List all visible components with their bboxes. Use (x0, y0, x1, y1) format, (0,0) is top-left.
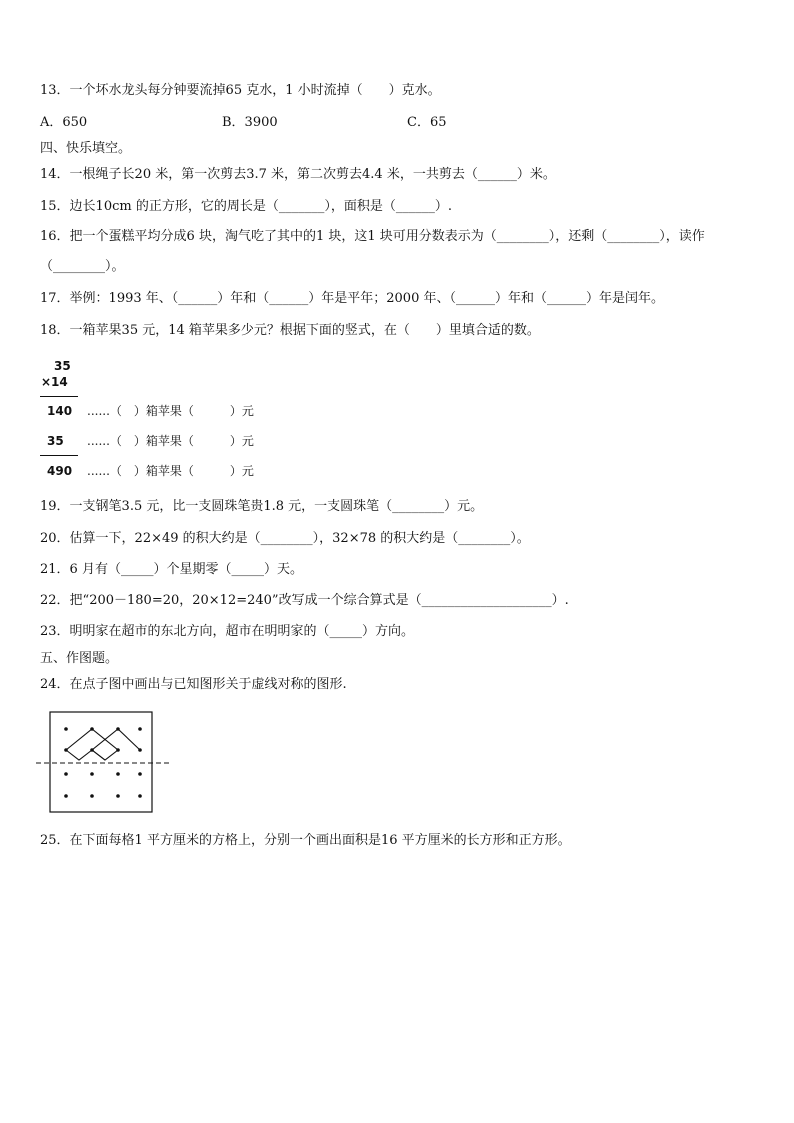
question-19: 19．一支钢笔3.5 元，比一支圆珠笔贵1.8 元，一支圆珠笔（________）元。 (40, 499, 484, 514)
given-figure (66, 729, 140, 760)
calc-row-2-note: ......（ ）箱苹果（ ）元 (87, 434, 254, 448)
question-15: 15．边长10cm 的正方形，它的周长是（_______），面积是（______）. (40, 199, 452, 214)
question-17: 17．举例：1993 年、（______）年和（______）年是平年；2000 年、（______）年和（______）年是闰年。 (40, 291, 664, 306)
calc-row-1-note: ......（ ）箱苹果（ ）元 (87, 404, 254, 418)
calc-row-2-value: 35 (47, 434, 64, 448)
calc-row-3-value: 490 (47, 464, 73, 478)
calc-row-3-note: ......（ ）箱苹果（ ）元 (87, 464, 254, 478)
question-22: 22．把“200－180=20，20×12=240”改写成一个综合算式是（____________________）. (40, 593, 569, 608)
calc-row-1-value: 140 (47, 404, 73, 418)
section-4-heading: 四、快乐填空。 (40, 141, 132, 156)
question-13: 13．一个坏水龙头每分钟要流掉65 克水，1 小时流掉（ ）克水。 (40, 83, 441, 98)
question-14: 14．一根绳子长20 米，第一次剪去3.7 米，第二次剪去4.4 米，一共剪去（______）米。 (40, 167, 556, 182)
question-21: 21．6 月有（_____）个星期零（_____）天。 (40, 562, 303, 577)
q13-option-a: A．650 (40, 115, 88, 130)
question-23: 23．明明家在超市的东北方向，超市在明明家的（_____）方向。 (40, 624, 415, 639)
question-20: 20．估算一下，22×49 的积大约是（________），32×78 的积大约是（________）。 (40, 531, 530, 546)
question-16: 16．把一个蛋糕平均分成6 块，淘气吃了其中的1 块，这1 块可用分数表示为（________），还剩（________），读作 (40, 229, 705, 244)
question-16-continued: （________）。 (40, 259, 125, 274)
calc-multiplicand: 35 (54, 359, 71, 373)
question-25: 25．在下面每格1 平方厘米的方格上，分别一个画出面积是16 平方厘米的长方形和正方形。 (40, 833, 571, 848)
dot-grid-figure (36, 708, 170, 816)
question-24: 24．在点子图中画出与已知图形关于虚线对称的图形. (40, 677, 347, 692)
q13-option-b: B．3900 (222, 115, 278, 130)
calc-rule-top (40, 396, 78, 397)
calc-multiplier: ×14 (41, 375, 68, 389)
q13-option-c: C．65 (407, 115, 447, 130)
question-18: 18．一箱苹果35 元，14 箱苹果多少元？根据下面的竖式，在（ ）里填合适的数。 (40, 323, 540, 338)
section-5-heading: 五、作图题。 (40, 651, 119, 666)
calc-rule-bottom (40, 455, 78, 456)
